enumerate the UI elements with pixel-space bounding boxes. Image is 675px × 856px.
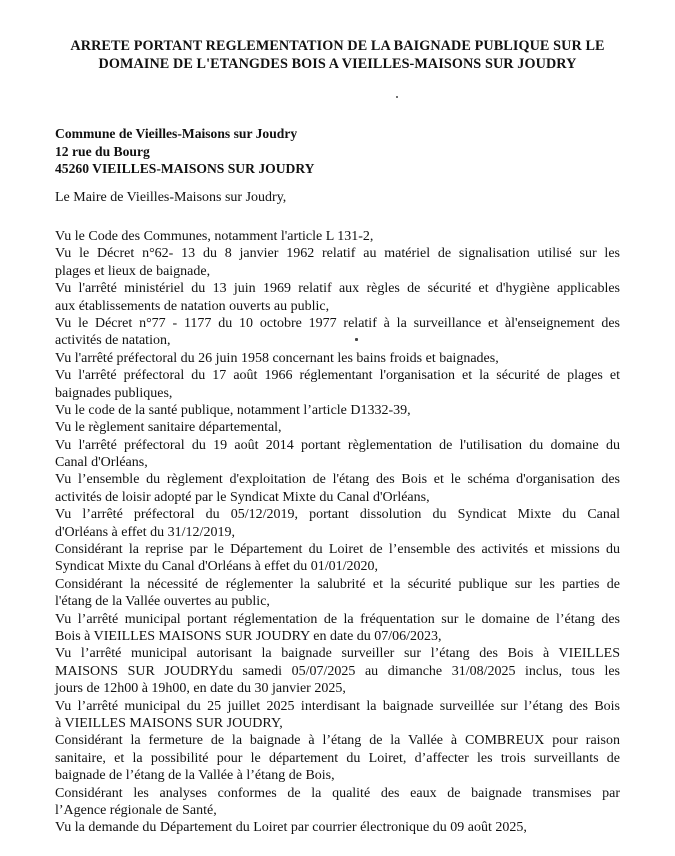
body-line: à VIEILLES MAISONS SUR JOUDRY, bbox=[55, 715, 283, 731]
body-line: plages et lieux de baignade, bbox=[55, 263, 211, 279]
considerations-text bbox=[55, 228, 620, 837]
address-street: 12 rue du Bourg bbox=[55, 143, 150, 159]
body-line: Vu l’arrêté préfectoral du 05/12/2019, portant dissolution du Syndicat Mixte du Canal bbox=[55, 507, 620, 523]
body-line: Vu le Code des Communes, notamment l'article L 131-2, bbox=[55, 229, 374, 244]
body-line: activités de natation, bbox=[55, 333, 171, 349]
body-line: Vu l'arrêté ministériel du 13 juin 1969 relatif aux règles de sécurité et d'hygiène applicables bbox=[55, 281, 620, 297]
body-line: sanitaire, et la possibilité pour le département du Loiret, d’affecter les trois surveillants de bbox=[55, 750, 620, 766]
commune-address bbox=[55, 125, 315, 178]
body-line: Vu l’arrêté municipal autorisant la baignade surveiller sur l’étang des Bois à VIEILLES bbox=[55, 646, 620, 662]
body-line: Vu l'arrêté préfectoral du 19 août 2014 portant règlementation de l'utilisation du domaine du bbox=[55, 437, 620, 453]
address-city: 45260 VIEILLES-MAISONS SUR JOUDRY bbox=[55, 161, 315, 176]
document-title bbox=[40, 37, 635, 73]
body-line: Vu l’arrêté municipal du 25 juillet 2025 interdisant la baignade surveillée sur l’étang des Bois bbox=[55, 698, 620, 714]
body-line: l’Agence régionale de Santé, bbox=[55, 802, 217, 818]
body-line: Considérant les analyses conformes de la qualité des eaux de baignade transmises par bbox=[55, 785, 620, 801]
title-line-1: ARRETE PORTANT REGLEMENTATION DE LA BAIGNADE PUBLIQUE SUR LE bbox=[70, 38, 605, 54]
body-line: Considérant la reprise par le Département du Loiret de l’ensemble des activités et missions du bbox=[55, 542, 620, 558]
title-line-2: DOMAINE DE L'ETANGDES BOIS A VIEILLES-MAISONS SUR JOUDRY bbox=[98, 56, 577, 72]
body-line: Syndicat Mixte du Canal d'Orléans à effet du 01/01/2020, bbox=[55, 559, 379, 575]
body-line: Considérant la fermeture de la baignade à l’étang de la Vallée à COMBREUX pour raison bbox=[55, 733, 620, 749]
body-line: Vu l’ensemble du règlement d'exploitation de l'étang des Bois et le schéma d'organisation des bbox=[55, 472, 620, 488]
body-line: d'Orléans à effet du 31/12/2019, bbox=[55, 524, 235, 540]
body-line: Vu l'arrêté préfectoral du 26 juin 1958 concernant les bains froids et baignades, bbox=[55, 350, 499, 366]
body-line: Vu la demande du Département du Loiret par courrier électronique du 09 août 2025, bbox=[55, 820, 527, 836]
body-line: Vu le Décret n°62- 13 du 8 janvier 1962 relatif au matériel de signalisation utilisé sur les bbox=[55, 246, 620, 262]
body-line: Vu l’arrêté municipal portant réglementation de la fréquentation sur le domaine de l’étang des bbox=[55, 611, 620, 627]
salutation: Le Maire de Vieilles-Maisons sur Joudry, bbox=[55, 190, 287, 205]
body-line: baignades publiques, bbox=[55, 385, 173, 401]
body-line: Vu le code de la santé publique, notamment l’article D1332-39, bbox=[55, 402, 411, 418]
body-line: Bois à VIEILLES MAISONS SUR JOUDRY en date du 07/06/2023, bbox=[55, 628, 442, 644]
scan-speck bbox=[396, 96, 398, 98]
body-line: Considérant la nécessité de réglementer la salubrité et la sécurité publique sur les parties de bbox=[55, 576, 620, 592]
body-line: aux établissements de natation ouverts au public, bbox=[55, 298, 330, 314]
body-line: l'étang de la Vallée ouvertes au public, bbox=[55, 594, 270, 610]
body-line: Vu le règlement sanitaire départemental, bbox=[55, 420, 282, 436]
body-line: baignade de l’étang de la Vallée à l’étang de Bois, bbox=[55, 768, 335, 784]
body-line: Vu le Décret n°77 - 1177 du 10 octobre 1977 relatif à la surveillance et àl'enseignement des bbox=[55, 315, 620, 331]
body-line: jours de 12h00 à 19h00, en date du 30 janvier 2025, bbox=[55, 681, 346, 697]
address-commune: Commune de Vieilles-Maisons sur Joudry bbox=[55, 126, 298, 141]
body-line: activités de loisir adopté par le Syndicat Mixte du Canal d'Orléans, bbox=[55, 489, 430, 505]
body-line: Vu l'arrêté préfectoral du 17 août 1966 réglementant l'organisation et la sécurité de plages et bbox=[55, 368, 620, 384]
body-line: MAISONS SUR JOUDRYdu samedi 05/07/2025 au dimanche 31/08/2025 inclus, tous les bbox=[55, 663, 620, 679]
body-line: Canal d'Orléans, bbox=[55, 455, 148, 471]
